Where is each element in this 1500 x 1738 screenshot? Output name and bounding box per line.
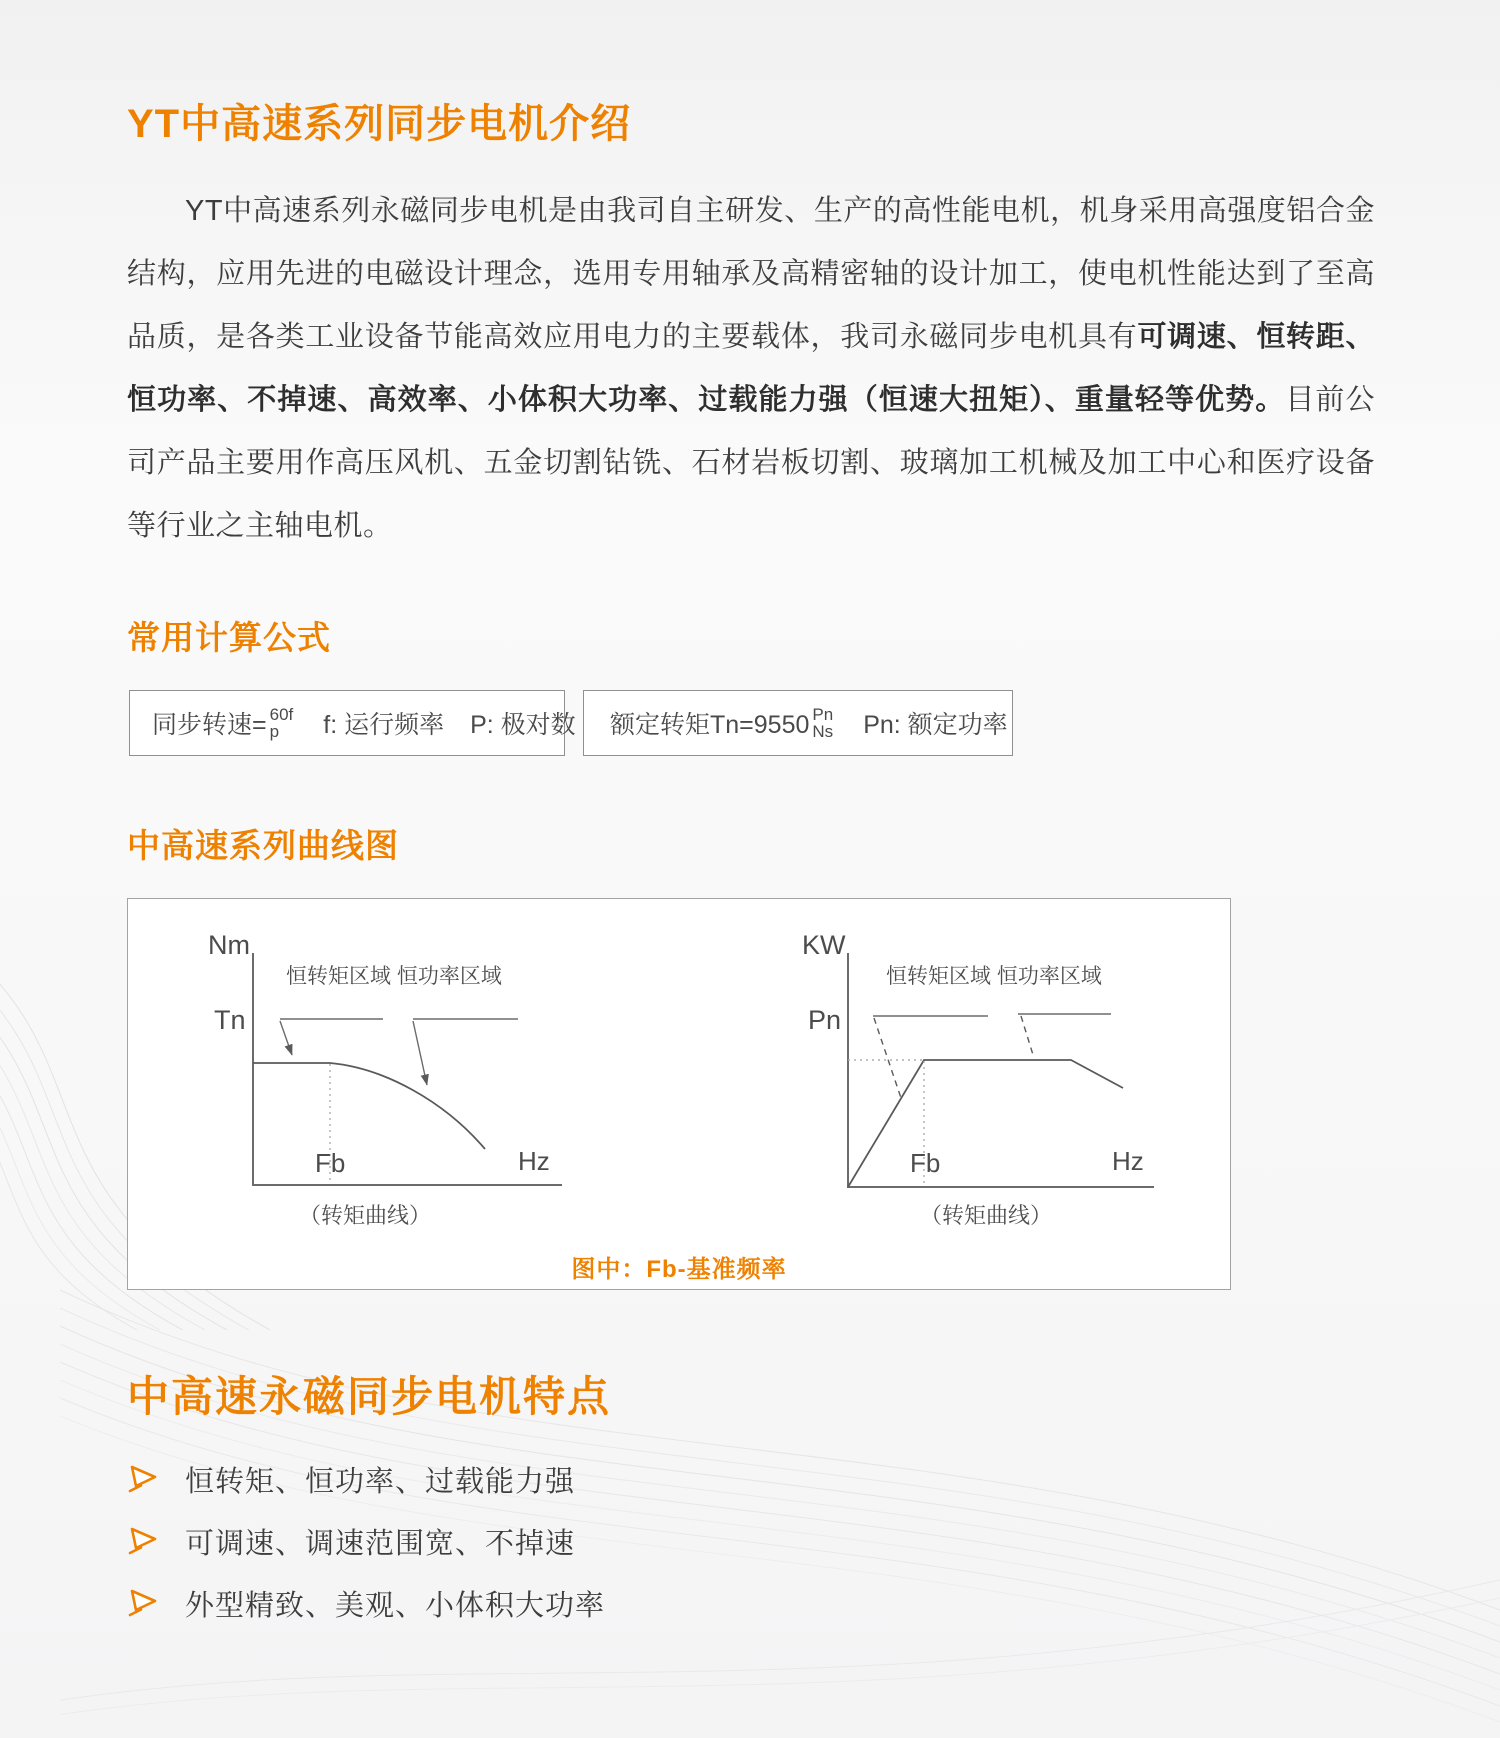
feature-text: 可调速、调速范围宽、不掉速 [185,1527,576,1560]
y-axis-unit-label: KW [802,930,846,960]
power-curve [848,1060,1123,1187]
formula-note-power: Pn: 额定功率 [863,711,1008,739]
region-labels: 恒转矩区域 恒功率区域 [286,965,502,988]
feature-text: 外型精致、美观、小体积大功率 [185,1589,606,1622]
section-title-features: 中高速永磁同步电机特点 [127,1373,612,1420]
base-frequency-label: Fb [315,1148,346,1178]
section-title-curves: 中高速系列曲线图 [127,827,399,864]
arrowhead-bullet-icon [127,1588,159,1618]
fraction-numerator: Pn [812,705,834,724]
leader-dash-constant-power [1021,1016,1034,1058]
intro-text [127,180,1375,558]
fraction-denominator: Ns [812,722,834,741]
leader-arrow-constant-power [413,1021,427,1085]
formula-lhs: 额定转矩Tn=9550 [610,711,810,739]
features-list [127,1448,605,1634]
fraction [270,706,294,740]
intro-paragraph [127,180,1375,558]
intro-part1: YT中高速系列永磁同步电机是由我司自主研发、生产的高性能电机，机身采用高强度铝合金结构，应用先进的电磁设计理念，选用专用轴承及高精密轴的设计加工，使电机性能达到了至高品质，是各类工业设备节能高效应用电力的主要载体，我司永磁同步电机具有 [127,195,1375,353]
formula-box-rated-torque [583,690,1013,756]
region-labels: 恒转矩区域 恒功率区域 [886,965,1102,988]
x-axis-unit-label: Hz [518,1146,550,1176]
feature-item [127,1572,605,1634]
section-title-formulas: 常用计算公式 [127,619,331,656]
feature-item [127,1448,605,1510]
intro-bold: 可调速、恒转距、恒功率、不掉速、高效率、小体积大功率、过载能力强（恒速大扭矩）、重量轻等优势。 [127,321,1375,416]
feature-item [127,1510,605,1572]
base-frequency-label: Fb [910,1148,941,1178]
formula-lhs: 同步转速= [152,711,267,739]
page-title: YT中高速系列同步电机介绍 [127,102,632,146]
y-axis-unit-label: Nm [208,930,250,960]
formula-box-sync-speed [129,690,576,756]
rated-power-label: Pn [808,1005,842,1035]
torque-curve-chart [200,927,600,1239]
fraction-denominator: p [269,722,280,741]
power-curve-chart [786,927,1186,1239]
fraction [812,706,833,740]
leader-arrow-constant-torque [280,1021,292,1055]
figure-note: 图中：Fb-基准频率 [571,1256,787,1283]
feature-text: 恒转矩、恒功率、过载能力强 [185,1465,576,1498]
chart-subcaption: （转矩曲线） [298,1203,432,1228]
x-axis-unit-label: Hz [1112,1146,1144,1176]
curve-diagram-panel [127,898,1231,1290]
fraction-numerator: 60f [269,705,294,724]
intro-part2: 目前公司产品主要用作高压风机、五金切割钻铣、石材岩板切割、玻璃加工机械及加工中心和医疗设备等行业之主轴电机。 [127,384,1375,542]
formula-note-poles: P: 极对数 [470,711,576,739]
arrowhead-bullet-icon [127,1526,159,1556]
chart-subcaption: （转矩曲线） [919,1203,1053,1228]
rated-torque-label: Tn [214,1005,246,1035]
arrowhead-bullet-icon [127,1464,159,1494]
leader-dash-constant-torque [874,1018,901,1098]
formula-note-frequency: f: 运行频率 [323,711,445,739]
torque-curve [253,1063,485,1149]
